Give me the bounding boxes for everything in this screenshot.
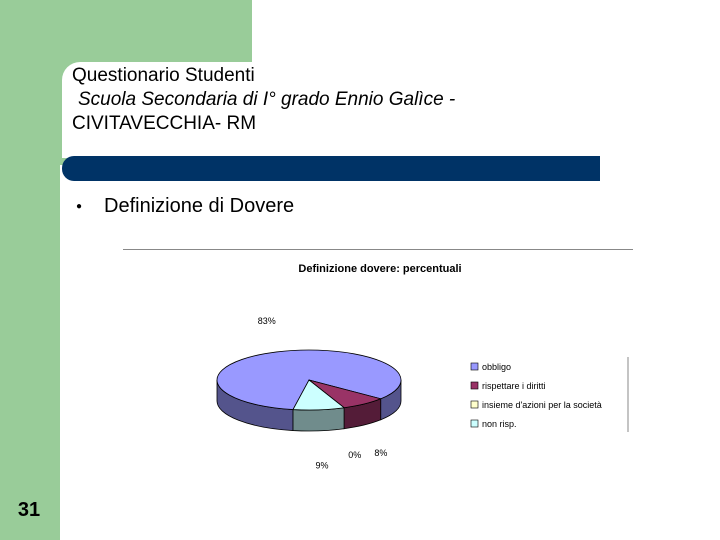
title-divider-bar	[62, 156, 600, 181]
chart-legend	[471, 362, 602, 429]
pie-data-label-2: 0%	[348, 450, 362, 461]
pie-data-label-0: 83%	[257, 316, 276, 327]
legend-label-0: obbligo	[482, 362, 512, 372]
title-line-2: Scuola Secondaria di I° grado Ennio Galìce -	[78, 89, 456, 110]
pie-wall-3	[293, 408, 344, 431]
slide-title	[72, 64, 455, 136]
legend-label-3: non risp.	[482, 419, 517, 429]
pie-chart	[123, 250, 633, 490]
legend-swatch-0	[471, 363, 478, 370]
pie-data-label-3: 9%	[315, 460, 329, 471]
slide-number: 31	[17, 499, 41, 521]
title-line-1: Questionario Studenti	[72, 65, 255, 86]
legend-swatch-3	[471, 420, 478, 427]
legend-swatch-1	[471, 382, 478, 389]
legend-label-2: insieme d'azioni per la società	[482, 400, 602, 410]
legend-label-1: rispettare i diritti	[482, 381, 546, 391]
bullet-text: Definizione di Dovere	[104, 195, 295, 217]
chart-title: Definizione dovere: percentuali	[298, 263, 462, 275]
legend-swatch-2	[471, 401, 478, 408]
left-accent-bar	[0, 0, 60, 540]
pie-layer	[217, 316, 401, 471]
title-line-3: CIVITAVECCHIA- RM	[72, 113, 257, 134]
pie-data-label-1: 8%	[374, 448, 388, 459]
bullet-dot-icon: ●	[76, 201, 83, 212]
